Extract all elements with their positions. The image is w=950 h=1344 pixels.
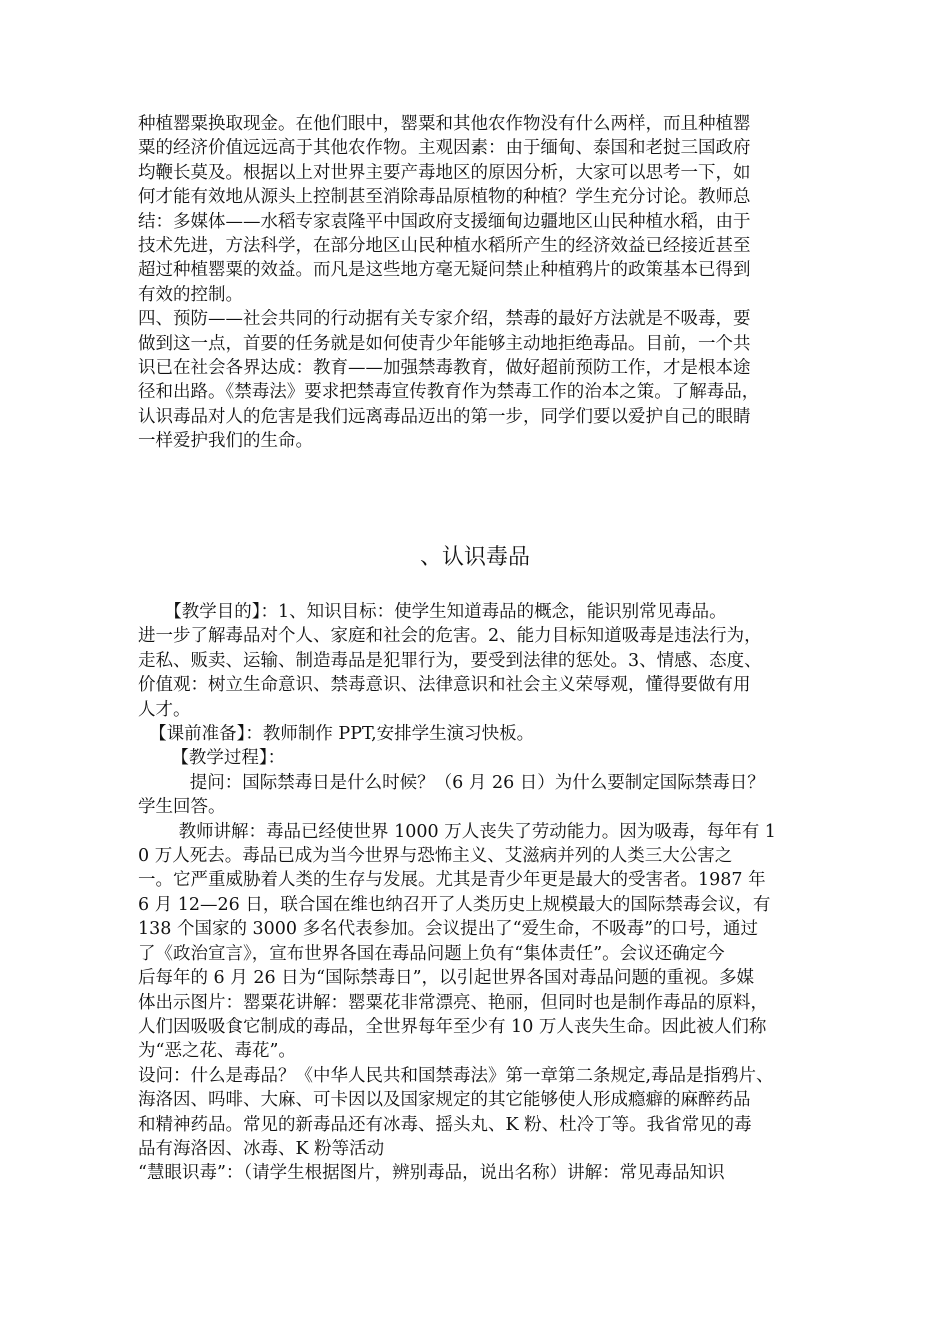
text-line: 学生回答。 xyxy=(138,797,226,818)
text-line: 后每年的 6 月 26 日为“国际禁毒日”，以引起世界各国对毒品问题的重视。多媒 xyxy=(138,968,755,989)
text-line: 为“恶之花、毒花”。 xyxy=(138,1041,296,1062)
text-line: 了《政治宣言》，宣布世界各国在毒品问题上负有“集体责任”。会议还确定今 xyxy=(138,943,725,964)
text-line: 0 万人死去。毒品已成为当今世界与恐怖主义、艾滋病并列的人类三大公害之 xyxy=(138,846,733,867)
text-line: 体出示图片：罂粟花讲解：罂粟花非常漂亮、艳丽，但同时也是制作毒品的原料， xyxy=(138,992,768,1013)
text-line: 一。它严重威胁着人类的生存与发展。尤其是青少年更是最大的受害者。1987 年 xyxy=(138,870,766,891)
text-line: 人才。 xyxy=(138,699,191,720)
top-paragraph xyxy=(138,112,828,454)
text-line: 做到这一点，首要的任务就是如何使青少年能够主动地拒绝毒品。目前，一个共 xyxy=(138,333,751,354)
text-line: 【教学过程】： xyxy=(138,748,286,769)
text-line: 【教学目的】：1、知识目标：使学生知道毒品的概念，能识别常见毒品。 xyxy=(138,602,727,622)
text-line: 结：多媒体——水稻专家袁隆平中国政府支援缅甸边疆地区山民种植水稻，由于 xyxy=(138,211,751,232)
section-title: 、认识毒品 xyxy=(419,545,530,570)
text-line: 超过种植罂粟的效益。而凡是这些地方毫无疑问禁止种植鸦片的政策基本已得到 xyxy=(138,260,751,281)
text-line: 技术先进，方法科学，在部分地区山民种植水稻所产生的经济效益已经接近甚至 xyxy=(138,236,751,257)
text-line: “慧眼识毒”：（请学生根据图片，辨别毒品，说出名称）讲解：常见毒品知识 xyxy=(138,1163,725,1184)
text-line: 品有海洛因、冰毒、K 粉等活动 xyxy=(138,1138,385,1159)
text-line: 径和出路。《禁毒法》要求把禁毒宣传教育作为禁毒工作的治本之策。了解毒品， xyxy=(138,382,760,403)
text-line: 认识毒品对人的危害是我们远离毒品迈出的第一步，同学们要以爱护自己的眼睛 xyxy=(138,406,751,427)
text-line: 有效的控制。 xyxy=(138,284,243,305)
text-line: 【课前准备】：教师制作 PPT,安排学生演习快板。 xyxy=(138,724,535,745)
text-line: 何才能有效地从源头上控制甚至消除毒品原植物的种植？学生充分讨论。教师总 xyxy=(138,187,751,208)
text-line: 138 个国家的 3000 多名代表参加。会议提出了“爱生命，不吸毒”的口号，通过 xyxy=(138,919,759,940)
lesson-content xyxy=(138,600,828,1186)
text-line: 教师讲解：毒品已经使世界 1000 万人丧失了劳动能力。因为吸毒，每年有 1 xyxy=(138,821,776,842)
text-line: 人们因吸吸食它制成的毒品，全世界每年至少有 10 万人丧失生命。因此被人们称 xyxy=(138,1016,767,1037)
text-line: 四、预防——社会共同的行动据有关专家介绍，禁毒的最好方法就是不吸毒，要 xyxy=(138,309,751,330)
text-line: 价值观：树立生命意识、禁毒意识、法律意识和社会主义荣辱观，懂得要做有用 xyxy=(138,675,751,696)
text-line: 种植罂粟换取现金。在他们眼中，罂粟和其他农作物没有什么两样，而且种植罂 xyxy=(138,114,751,134)
text-line: 一样爱护我们的生命。 xyxy=(138,431,313,452)
text-line: 走私、贩卖、运输、制造毒品是犯罪行为，要受到法律的惩处。3、情感、态度、 xyxy=(138,650,762,671)
text-line: 6 月 12—26 日，联合国在维也纳召开了人类历史上规模最大的国际禁毒会议，有 xyxy=(138,894,771,915)
text-line: 均鞭长莫及。根据以上对世界主要产毒地区的原因分析，大家可以思考一下，如 xyxy=(138,162,751,183)
text-line: 进一步了解毒品对个人、家庭和社会的危害。2、能力目标知道吸毒是违法行为， xyxy=(138,626,762,647)
text-line: 海洛因、吗啡、大麻、可卡因以及国家规定的其它能够使人形成瘾癖的麻醉药品 xyxy=(138,1090,751,1111)
text-line: 粟的经济价值远远高于其他农作物。主观因素：由于缅甸、泰国和老挝三国政府 xyxy=(138,138,751,159)
text-line: 设问：什么是毒品？《中华人民共和国禁毒法》第一章第二条规定,毒品是指鸦片、 xyxy=(138,1065,774,1086)
text-line: 和精神药品。常见的新毒品还有冰毒、摇头丸、K 粉、杜冷丁等。我省常见的毒 xyxy=(138,1114,752,1135)
text-line: 识已在社会各界达成：教育——加强禁毒教育，做好超前预防工作，才是根本途 xyxy=(138,358,751,379)
text-line: 提问：国际禁毒日是什么时候？（6 月 26 日）为什么要制定国际禁毒日？ xyxy=(138,772,765,793)
